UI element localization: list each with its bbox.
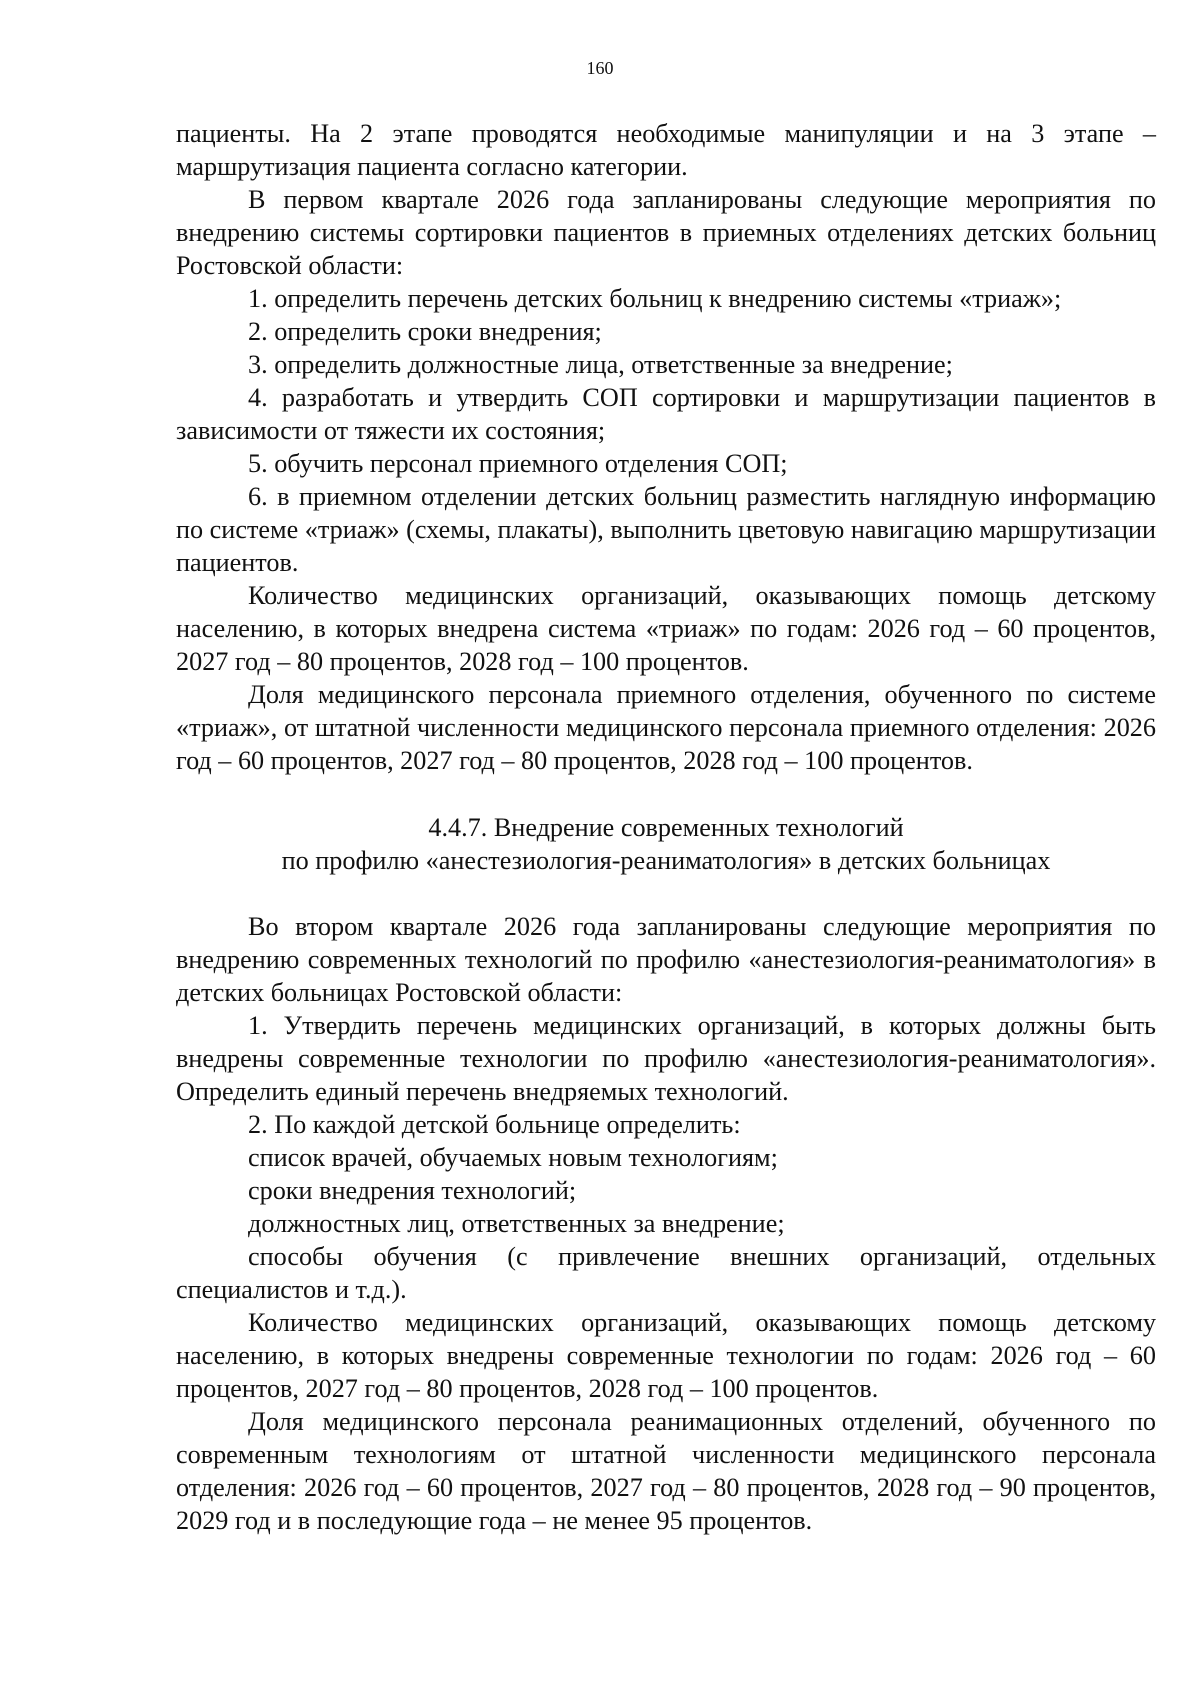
sub-item-doctors: список врачей, обучаемых новым технологиям; xyxy=(248,1143,778,1172)
sub-item-responsible: должностных лиц, ответственных за внедрение; xyxy=(248,1209,785,1238)
paragraph-q1-plan: В первом квартале 2026 года запланированы следующие мероприятия по внедрению системы сортировки пациентов в приемных отделениях детских больниц Ростовской области: xyxy=(176,185,1156,280)
sub-item-training: способы обучения (с привлечение внешних организаций, отдельных специалистов и т.д.). xyxy=(176,1242,1156,1304)
list-item-3: 3. определить должностные лица, ответственные за внедрение; xyxy=(248,350,953,379)
list-item-6: 6. в приемном отделении детских больниц разместить наглядную информацию по системе «триаж» (схемы, плакаты), выполнить цветовую навигацию маршрутизации пациентов. xyxy=(176,482,1156,577)
paragraph-q2-plan: Во втором квартале 2026 года запланированы следующие мероприятия по внедрению современных технологий по профилю «анестезиология-реаниматология» в детских больницах Ростовской области: xyxy=(176,912,1156,1007)
list-item-1: 1. определить перечень детских больниц к внедрению системы «триаж»; xyxy=(248,284,1062,313)
list-item-2: 2. определить сроки внедрения; xyxy=(248,317,602,346)
list-item-4: 4. разработать и утвердить СОП сортировки и маршрутизации пациентов в зависимости от тяжести их состояния; xyxy=(176,383,1156,445)
paragraph-tech-count: Количество медицинских организаций, оказывающих помощь детскому населению, в которых внедрены современные технологии по годам: 2026 год – 60 процентов, 2027 год – 80 процентов, 2028 год – 100 процентов. xyxy=(176,1308,1156,1403)
sub-item-deadlines: сроки внедрения технологий; xyxy=(248,1176,577,1205)
paragraph-triage-staff-share: Доля медицинского персонала приемного отделения, обученного по системе «триаж», от штатной численности медицинского персонала приемного отделения: 2026 год – 60 процентов, 2027 год – 80 процентов, 2028 год – 100 процентов. xyxy=(176,680,1156,775)
document-body xyxy=(176,117,1156,1537)
section-heading-line-2: по профилю «анестезиология-реаниматология» в детских больницах xyxy=(281,846,1051,875)
paragraph-triage-count: Количество медицинских организаций, оказывающих помощь детскому населению, в которых внедрена система «триаж» по годам: 2026 год – 60 процентов, 2027 год – 80 процентов, 2028 год – 100 процентов. xyxy=(176,581,1156,676)
page-number: 160 xyxy=(586,58,614,78)
section-heading-line-1: 4.4.7. Внедрение современных технологий xyxy=(428,813,904,842)
list-item-per-hospital: 2. По каждой детской больнице определить: xyxy=(248,1110,741,1139)
list-item-5: 5. обучить персонал приемного отделения СОП; xyxy=(248,449,788,478)
paragraph-tech-staff-share: Доля медицинского персонала реанимационных отделений, обученного по современным технологиям от штатной численности медицинского персонала отделения: 2026 год – 60 процентов, 2027 год – 80 процентов, 2028 год – 90 процентов, 2029 год и в последующие года – не менее 95 процентов. xyxy=(176,1407,1156,1535)
paragraph-continuation: пациенты. На 2 этапе проводятся необходимые манипуляции и на 3 этапе – маршрутизация пациента согласно категории. xyxy=(176,119,1156,181)
list-item-approve: 1. Утвердить перечень медицинских организаций, в которых должны быть внедрены современные технологии по профилю «анестезиология-реаниматология». Определить единый перечень внедряемых технологий. xyxy=(176,1011,1156,1106)
